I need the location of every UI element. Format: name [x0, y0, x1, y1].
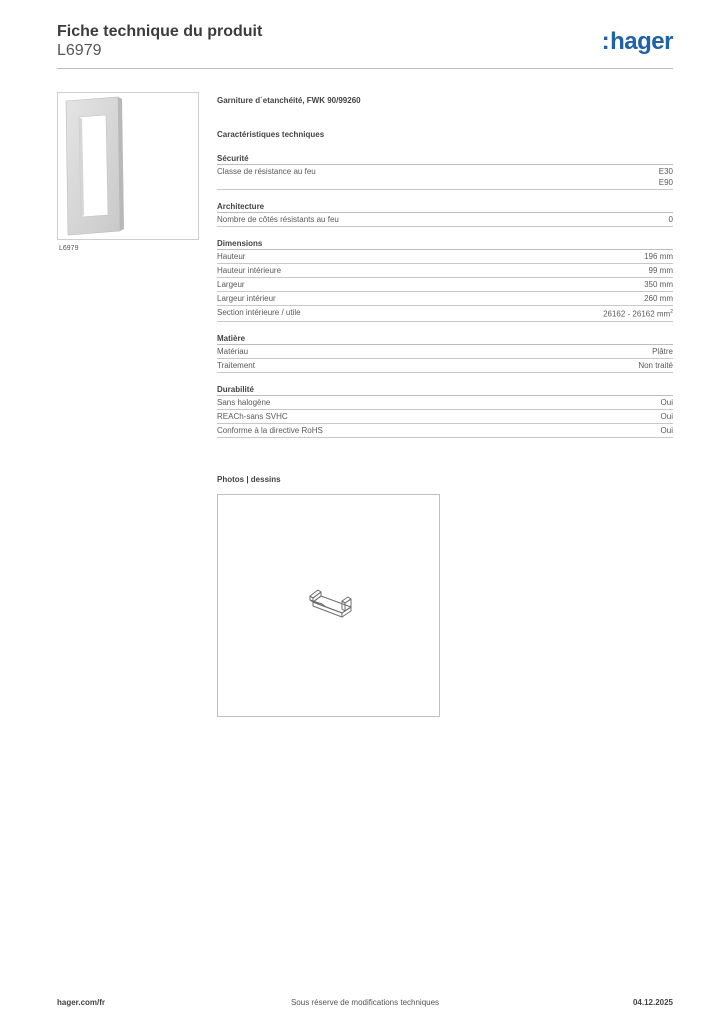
spec-row: [217, 250, 673, 264]
spec-label: Classe de résistance au feu: [217, 167, 316, 176]
spec-value: Non traité: [638, 360, 673, 370]
spec-value: Oui: [660, 425, 673, 435]
document-title: Fiche technique du produit: [57, 23, 263, 40]
spec-label: Hauteur intérieure: [217, 266, 282, 275]
spec-value: Oui: [660, 411, 673, 421]
section-title: Architecture: [217, 202, 673, 213]
spec-label: Largeur intérieur: [217, 294, 276, 303]
product-thumbnail: [57, 92, 199, 240]
section-securite: [217, 154, 673, 190]
thumbnail-caption: L6979: [59, 245, 79, 252]
footer-website-link[interactable]: hager.com/fr: [57, 998, 106, 1007]
spec-value: 196 mm: [644, 252, 673, 261]
hager-logo: :hager: [601, 28, 673, 55]
technical-content: [217, 96, 673, 438]
section-title: Sécurité: [217, 154, 673, 165]
product-name: Garniture d´etanchéité, FWK 90/99260: [217, 96, 361, 105]
spec-label: Section intérieure / utile: [217, 308, 301, 317]
spec-label: Matériau: [217, 346, 249, 356]
spec-value: Oui: [660, 397, 673, 407]
section-title: Dimensions: [217, 239, 673, 250]
footer-date: 04.12.2025: [632, 998, 673, 1007]
spec-row: [217, 424, 673, 438]
section-architecture: [217, 202, 673, 227]
tech-characteristics-title: Caractéristiques techniques: [217, 130, 325, 139]
spec-row: [217, 264, 673, 278]
section-title: Durabilité: [217, 385, 673, 396]
spec-label: Nombre de côtés résistants au feu: [217, 215, 339, 224]
spec-row: [217, 213, 673, 227]
photos-title: Photos | dessins: [217, 475, 281, 484]
spec-value: 350 mm: [644, 280, 673, 289]
frame-thumbnail-image: [58, 93, 198, 239]
section-matiere: [217, 334, 673, 373]
spec-row: [217, 306, 673, 322]
spec-row: [217, 292, 673, 306]
spec-label: REACh-sans SVHC: [217, 411, 288, 421]
spec-label: Sans halogène: [217, 397, 271, 407]
spec-row: [217, 410, 673, 424]
spec-label: Conforme à la directive RoHS: [217, 425, 323, 435]
header-divider: [57, 68, 673, 69]
spec-row: [217, 165, 673, 190]
frame-drawing-image: [218, 495, 439, 716]
section-title: Matière: [217, 334, 673, 345]
spec-value: Plâtre: [652, 346, 673, 356]
spec-value: 26162 - 26162 $mm^2$: [603, 309, 673, 319]
spec-value: E30 E90: [658, 167, 673, 187]
spec-label: Traitement: [217, 360, 255, 370]
spec-row: [217, 396, 673, 410]
spec-row: [217, 345, 673, 359]
product-drawing: [217, 494, 440, 717]
section-durabilite: [217, 385, 673, 438]
spec-value: 99 mm: [648, 266, 673, 275]
spec-value: 0: [668, 215, 673, 224]
spec-row: [217, 278, 673, 292]
section-dimensions: [217, 239, 673, 322]
footer-notice: Sous réserve de modifications techniques: [290, 998, 440, 1007]
spec-label: Hauteur: [217, 252, 246, 261]
spec-row: [217, 359, 673, 373]
product-reference: L6979: [57, 42, 102, 59]
spec-label: Largeur: [217, 280, 245, 289]
spec-value: 260 mm: [644, 294, 673, 303]
page-header: [57, 22, 673, 60]
